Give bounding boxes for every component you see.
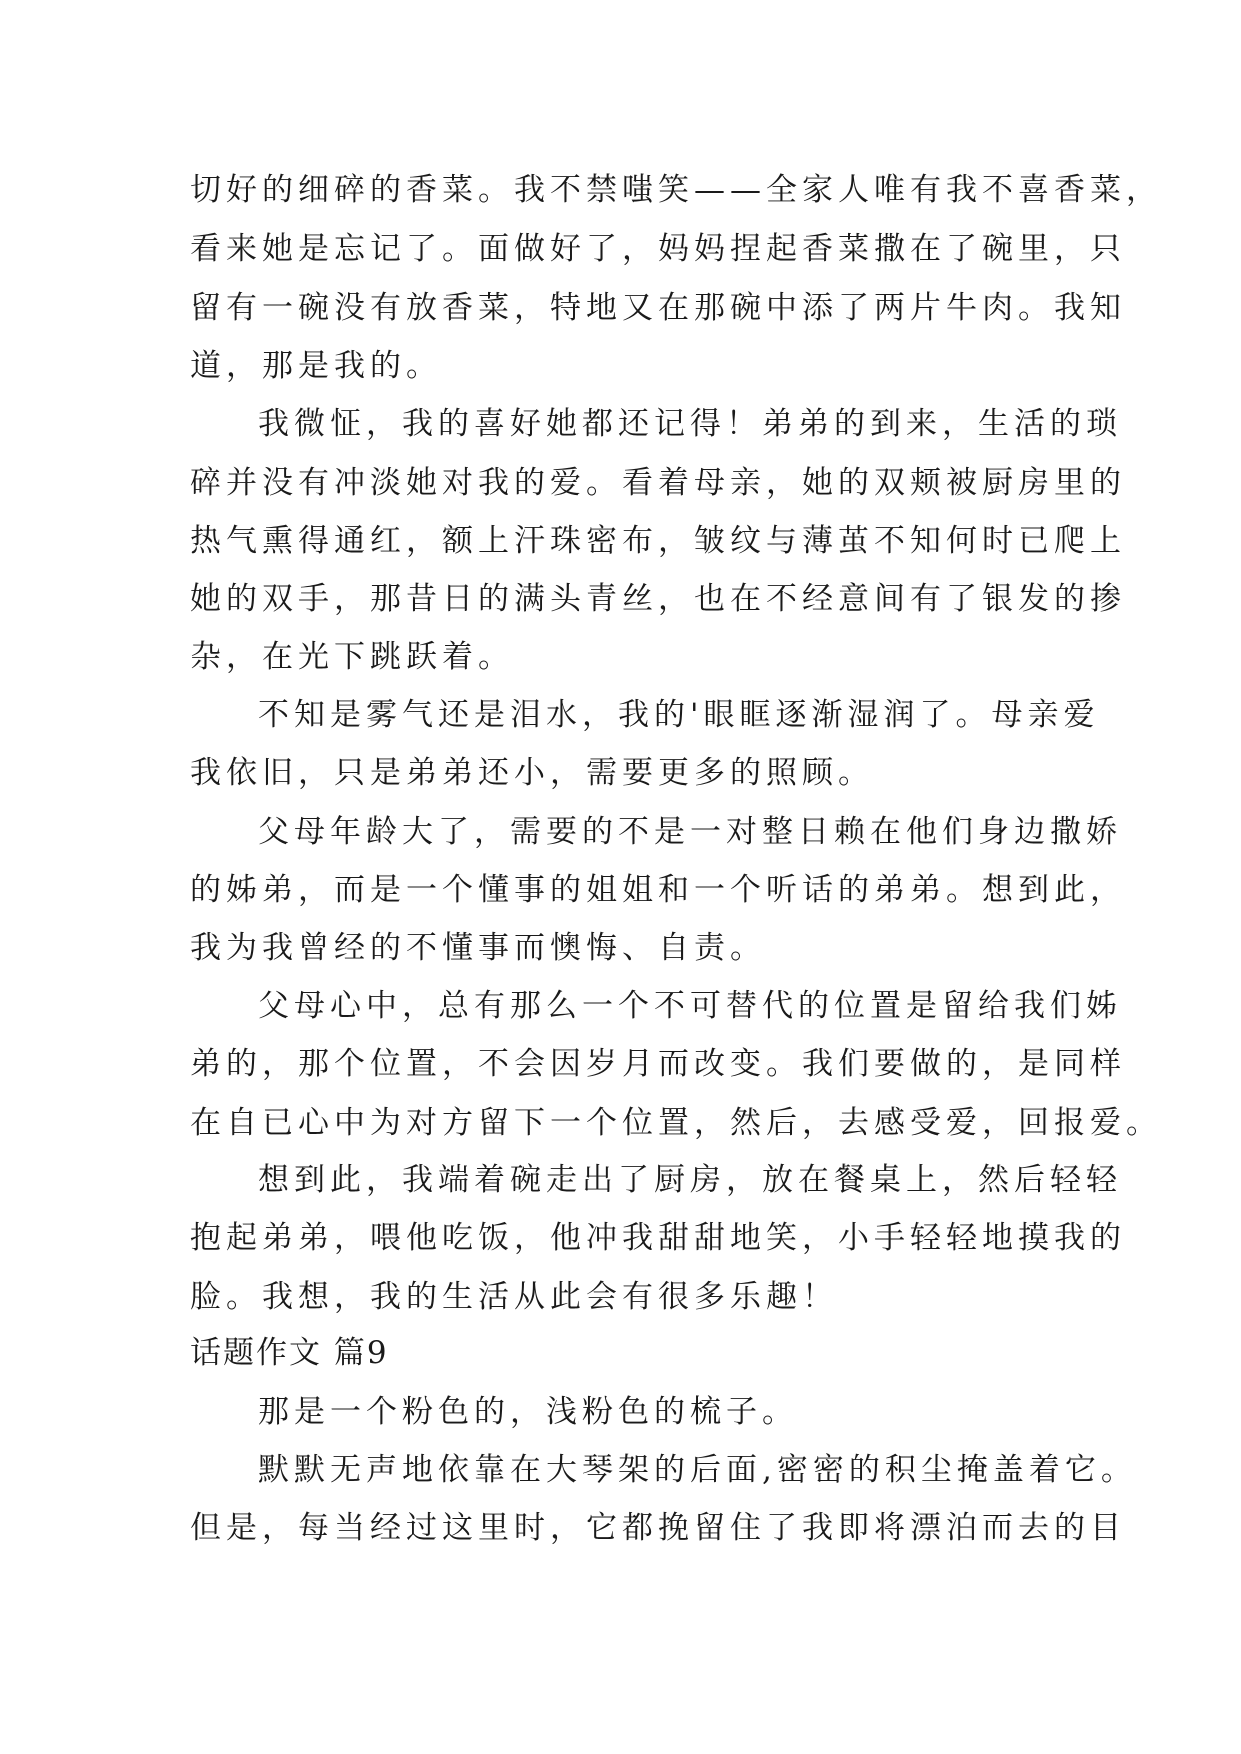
text-line: 不知是雾气还是泪水，我的'眼眶逐渐湿润了。母亲爱 <box>258 697 1100 733</box>
text-line: 的姊弟，而是一个懂事的姐姐和一个听话的弟弟。想到此， <box>190 872 1126 908</box>
text-line: 留有一碗没有放香菜，特地又在那碗中添了两片牛肉。我知 <box>190 290 1126 326</box>
text-line: 父母心中，总有那么一个不可替代的位置是留给我们姊 <box>258 988 1122 1024</box>
text-line: 在自已心中为对方留下一个位置，然后，去感受爱，回报爱。 <box>190 1105 1162 1141</box>
text-line: 她的双手，那昔日的满头青丝，也在不经意间有了银发的掺 <box>190 581 1126 617</box>
text-line: 但是，每当经过这里时，它都挽留住了我即将漂泊而去的目 <box>190 1510 1126 1546</box>
section-title: 话题作文 篇9 <box>190 1335 389 1371</box>
text-line: 道，那是我的。 <box>190 348 442 384</box>
text-line: 想到此，我端着碗走出了厨房，放在餐桌上，然后轻轻 <box>258 1162 1122 1198</box>
text-line: 脸。我想，我的生活从此会有很多乐趣！ <box>190 1279 838 1315</box>
text-line: 碎并没有冲淡她对我的爱。看着母亲，她的双颊被厨房里的 <box>190 465 1126 501</box>
text-line: 弟的，那个位置，不会因岁月而改变。我们要做的，是同样 <box>190 1046 1126 1082</box>
text-line: 热气熏得通红，额上汗珠密布，皱纹与薄茧不知何时已爬上 <box>190 523 1126 559</box>
text-line: 我微怔，我的喜好她都还记得！弟弟的到来，生活的琐 <box>258 406 1122 442</box>
text-line: 默默无声地依靠在大琴架的后面,密密的积尘掩盖着它。 <box>258 1452 1137 1488</box>
text-line: 父母年龄大了，需要的不是一对整日赖在他们身边撒娇 <box>258 814 1122 850</box>
text-line: 杂，在光下跳跃着。 <box>190 639 514 675</box>
text-line: 看来她是忘记了。面做好了，妈妈捏起香菜撒在了碗里，只 <box>190 231 1126 267</box>
text-line: 抱起弟弟，喂他吃饭，他冲我甜甜地笑，小手轻轻地摸我的 <box>190 1220 1126 1256</box>
text-line: 那是一个粉色的，浅粉色的梳子。 <box>258 1394 798 1430</box>
text-line: 切好的细碎的香菜。我不禁嗤笑——全家人唯有我不喜香菜， <box>190 172 1162 208</box>
text-line: 我依旧，只是弟弟还小，需要更多的照顾。 <box>190 755 874 791</box>
text-line: 我为我曾经的不懂事而懊悔、自责。 <box>190 930 766 966</box>
